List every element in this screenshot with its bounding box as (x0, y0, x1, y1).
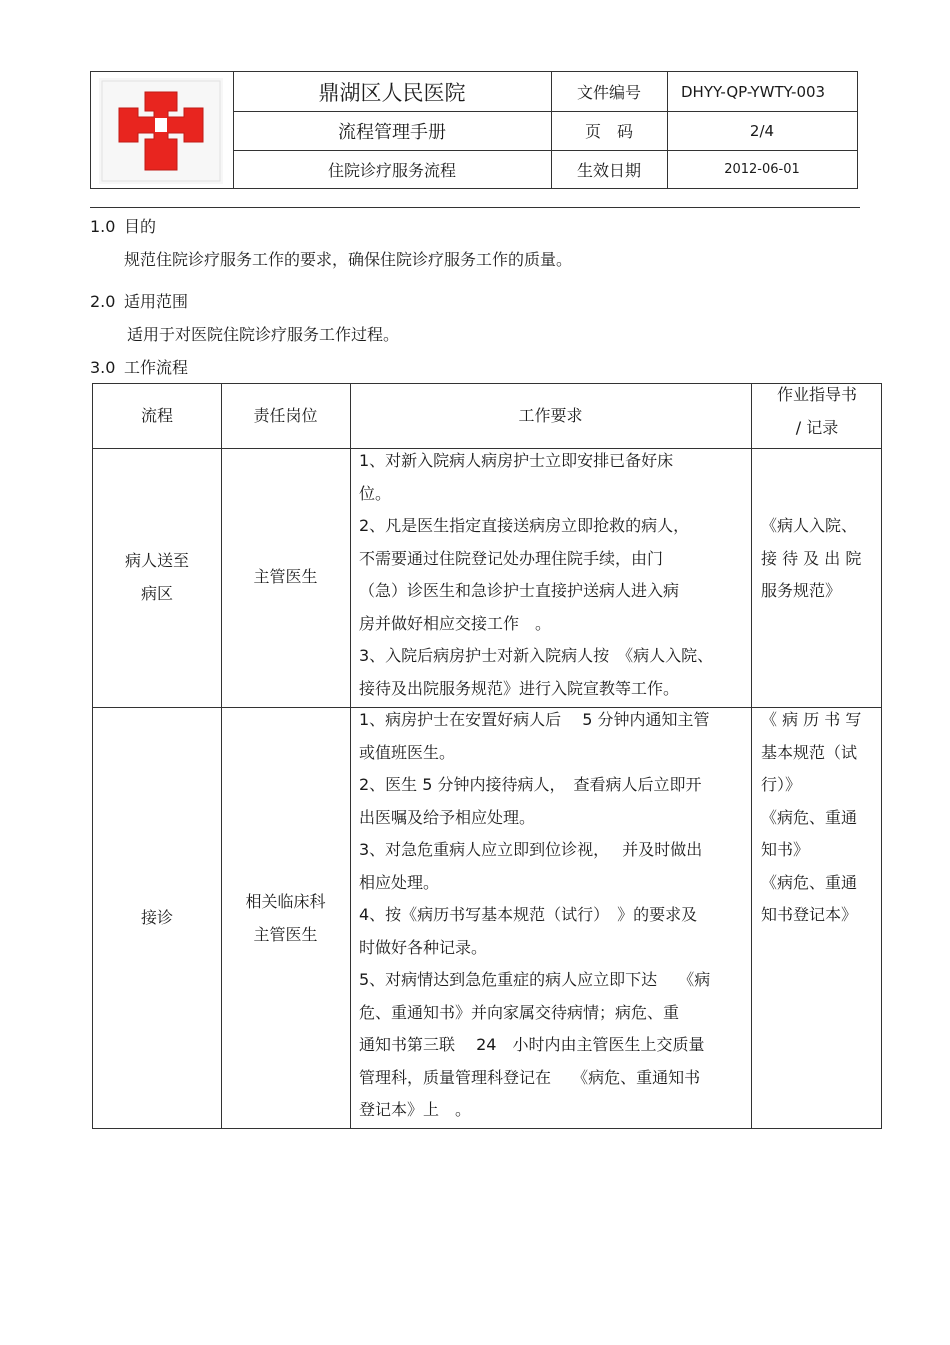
manual-name: 流程管理手册 (338, 121, 446, 143)
table-row-1-role: 主管医生 (253, 567, 318, 587)
table-header-process: 流程 (140, 405, 173, 425)
date-label: 生效日期 (576, 161, 641, 180)
section-scope-heading: 2.0 适用范围 (90, 292, 189, 311)
section-scope-body: 适用于对医院住院诊疗服务工作过程。 (127, 325, 400, 344)
table-row-2-guides: 《 病 历 书 写 基本规范（试 行）》 《病危、重通 知书》 《病危、重通 知书登记本》 (761, 710, 862, 924)
section-workflow-heading: 3.0 工作流程 (90, 358, 189, 377)
hospital-name: 鼎湖区人民医院 (318, 80, 466, 105)
table-header-guides: 作业指导书 / 记录 (776, 385, 857, 437)
doc-no-value: DHYY-QP-YWTY-003 (681, 82, 826, 101)
table-row-1-process: 病人送至 病区 (124, 551, 189, 603)
process-name: 住院诊疗服务流程 (327, 161, 456, 180)
section-purpose-heading: 1.0 目的 (90, 217, 157, 236)
table-header-role: 责任岗位 (253, 405, 318, 425)
page-value: 2/4 (749, 121, 775, 140)
table-row-2-process: 接诊 (140, 908, 173, 928)
table-header-requirements: 工作要求 (518, 405, 583, 425)
workflow-table (92, 383, 882, 1129)
table-row-2-requirements: 1、病房护士在安置好病人后 5 分钟内通知主管 或值班医生。 2、医生 5 分钟内接待病人， 查看病人后立即开 出医嘱及给予相应处理。 3、对急危重病人应立即到位诊视， 并及时做出 相应处理。 4、按《病历书写基本规范（试行） 》的要求及 时做好各种记录。 5、对病情达到急危重症的病人应立即下达 《病 危、重通知书》并向家属交待病情；病危、重 通知书第三联 24 小时内由主管医生上交质量 管理科，质量管理科登记在 《病危、重通知书 登记本》上 。 (359, 710, 711, 1119)
document-header-table (90, 71, 858, 189)
date-value: 2012-06-01 (724, 162, 800, 177)
table-row-1-requirements: 1、对新入院病人病房护士立即安排已备好床 位。 2、凡是医生指定直接送病房立即抢救的病人， 不需要通过住院登记处办理住院手续，由门 （急）诊医生和急诊护士直接护送病人进入病 房并做好相应交接工作 。 3、入院后病房护士对新入院病人按 《病人入院、 接待及出院服务规范》进行入院宣教等工作。 (359, 451, 714, 698)
page-label: 页 码 (584, 122, 633, 141)
doc-no-label: 文件编号 (576, 83, 641, 102)
section-purpose-body: 规范住院诊疗服务工作的要求，确保住院诊疗服务工作的质量。 (124, 250, 573, 269)
red-cross-logo (99, 78, 223, 184)
table-row-1-guides: 《病人入院、 接 待 及 出 院 服务规范》 (761, 516, 862, 600)
header-divider (90, 207, 860, 208)
table-row-2-role: 相关临床科 主管医生 (245, 892, 326, 944)
